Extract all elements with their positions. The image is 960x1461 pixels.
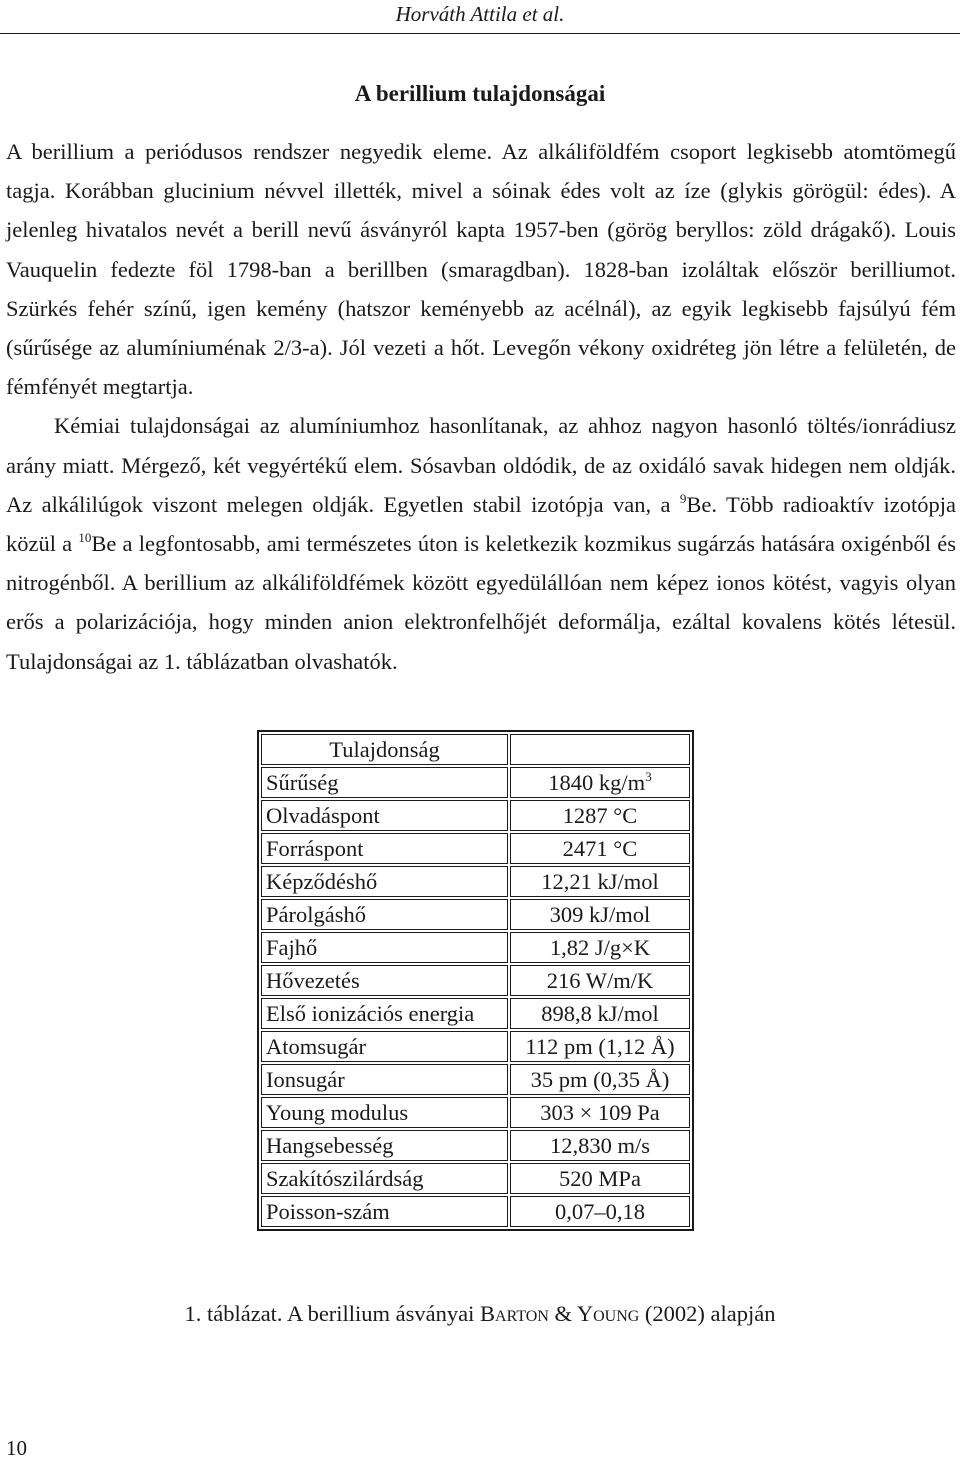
property-label: Hangsebesség — [261, 1130, 508, 1161]
paragraph-2 — [6, 406, 956, 680]
caption-ampersand: & — [548, 1301, 577, 1326]
table-row — [261, 1130, 690, 1161]
property-label: Atomsugár — [261, 1031, 508, 1062]
table-row — [261, 932, 690, 963]
property-label: Képződéshő — [261, 866, 508, 897]
property-label: Párolgáshő — [261, 899, 508, 930]
caption-author-1-initial: B — [480, 1301, 496, 1326]
paragraph-2-part-3: Be a legfontosabb, ami természetes úton is keletkezik kozmikus sugárzás hatására oxigénből és nitrogénből. A berillium az alkáliföldfémek között egyedülállóan nem képez ionos kötést, vagyis olyan erős a polarizációja, hogy minden anion elektronfelhőjét deformálja, ezáltal kovalens kötés létesül. Tulajdonságai az 1. táblázatban olvashatók. — [6, 531, 956, 674]
table-row — [261, 1097, 690, 1128]
table-row — [261, 866, 690, 897]
body-text — [6, 132, 956, 681]
density-value: 1840 kg/m — [548, 770, 646, 795]
property-value: 112 pm (1,12 Å) — [510, 1031, 690, 1062]
property-value: 1287 °C — [510, 800, 690, 831]
property-value: 2471 °C — [510, 833, 690, 864]
property-value: 303 × 109 Pa — [510, 1097, 690, 1128]
properties-table — [257, 730, 694, 1231]
table-row — [261, 965, 690, 996]
section-title: A berillium tulajdonságai — [354, 81, 606, 106]
property-label: Young modulus — [261, 1097, 508, 1128]
caption-suffix: (2002) alapján — [639, 1301, 776, 1326]
property-value: 0,07–0,18 — [510, 1196, 690, 1227]
paragraph-1: A berillium a periódusos rendszer negyedik eleme. Az alkáliföldfém csoport legkisebb atomtömegű tagja. Korábban glucinium névvel illették, mivel a sóinak édes volt az íze (glykis görögül: édes). A jelenleg hivatalos nevét a berill nevű ásványról kapta 1957-ben (görög beryllos: zöld drágakő). Louis Vauquelin fedezte föl 1798-ban a berillben (smaragdban). 1828-ban izoláltak először berilliumot. Szürkés fehér színű, igen kemény (hatszor keményebb az acélnál), az egyik legkisebb fajsúlyú fém (sűrűsége az alumíniuménak 2/3-a). Jól vezeti a hőt. Levegőn vékony oxidréteg jön létre a felületén, de fémfényét megtartja. — [6, 139, 956, 400]
property-value — [510, 767, 690, 798]
table-row — [261, 1031, 690, 1062]
property-label: Ionsugár — [261, 1064, 508, 1095]
caption-author-1-rest: ARTON — [495, 1308, 549, 1325]
table-header-value — [510, 734, 690, 765]
table-row — [261, 1196, 690, 1227]
caption-prefix: 1. táblázat. A berillium ásványai — [184, 1301, 481, 1326]
caption-author-2-initial: Y — [576, 1301, 594, 1326]
paragraph-2-part-1: Kémiai tulajdonságai az alumíniumhoz hasonlítanak, az ahhoz nagyon hasonló töltés/ionrádiusz arány miatt. Mérgező, két vegyértékű elem. Sósavban oldódik, de az oxidáló savak hidegen nem oldják. Az alkálilúgok viszont melegen oldják. Egyetlen stabil izotópja van, a — [6, 413, 956, 517]
header-rule — [0, 33, 960, 34]
property-value: 520 MPa — [510, 1163, 690, 1194]
property-value: 1,82 J/g×K — [510, 932, 690, 963]
caption-author-2-rest: OUNG — [593, 1308, 640, 1325]
property-value: 35 pm (0,35 Å) — [510, 1064, 690, 1095]
table-row — [261, 998, 690, 1029]
table-row — [261, 1163, 690, 1194]
property-label: Fajhő — [261, 932, 508, 963]
property-value: 309 kJ/mol — [510, 899, 690, 930]
density-exponent: 3 — [645, 769, 652, 784]
table-header-row — [261, 734, 690, 765]
property-label: Első ionizációs energia — [261, 998, 508, 1029]
property-label: Forráspont — [261, 833, 508, 864]
isotope-10-superscript: 10 — [78, 530, 92, 546]
property-value: 12,21 kJ/mol — [510, 866, 690, 897]
property-value: 216 W/m/K — [510, 965, 690, 996]
table-row — [261, 800, 690, 831]
table-caption — [0, 1300, 960, 1331]
table-row — [261, 767, 690, 798]
property-label: Olvadáspont — [261, 800, 508, 831]
paragraph-2-part-2: Be. Több radioaktív izotópja közül a — [6, 491, 957, 557]
property-label: Sűrűség — [261, 767, 508, 798]
property-label: Hővezetés — [261, 965, 508, 996]
property-value: 12,830 m/s — [510, 1130, 690, 1161]
running-head: Horváth Attila et al. — [395, 2, 565, 26]
table-header-property: Tulajdonság — [261, 734, 508, 765]
property-label: Poisson-szám — [261, 1196, 508, 1227]
table-row — [261, 1064, 690, 1095]
table-row — [261, 899, 690, 930]
table-row — [261, 833, 690, 864]
page-number: 10 — [6, 1436, 27, 1460]
property-label: Szakítószilárdság — [261, 1163, 508, 1194]
isotope-9-superscript: 9 — [679, 490, 687, 506]
property-value: 898,8 kJ/mol — [510, 998, 690, 1029]
